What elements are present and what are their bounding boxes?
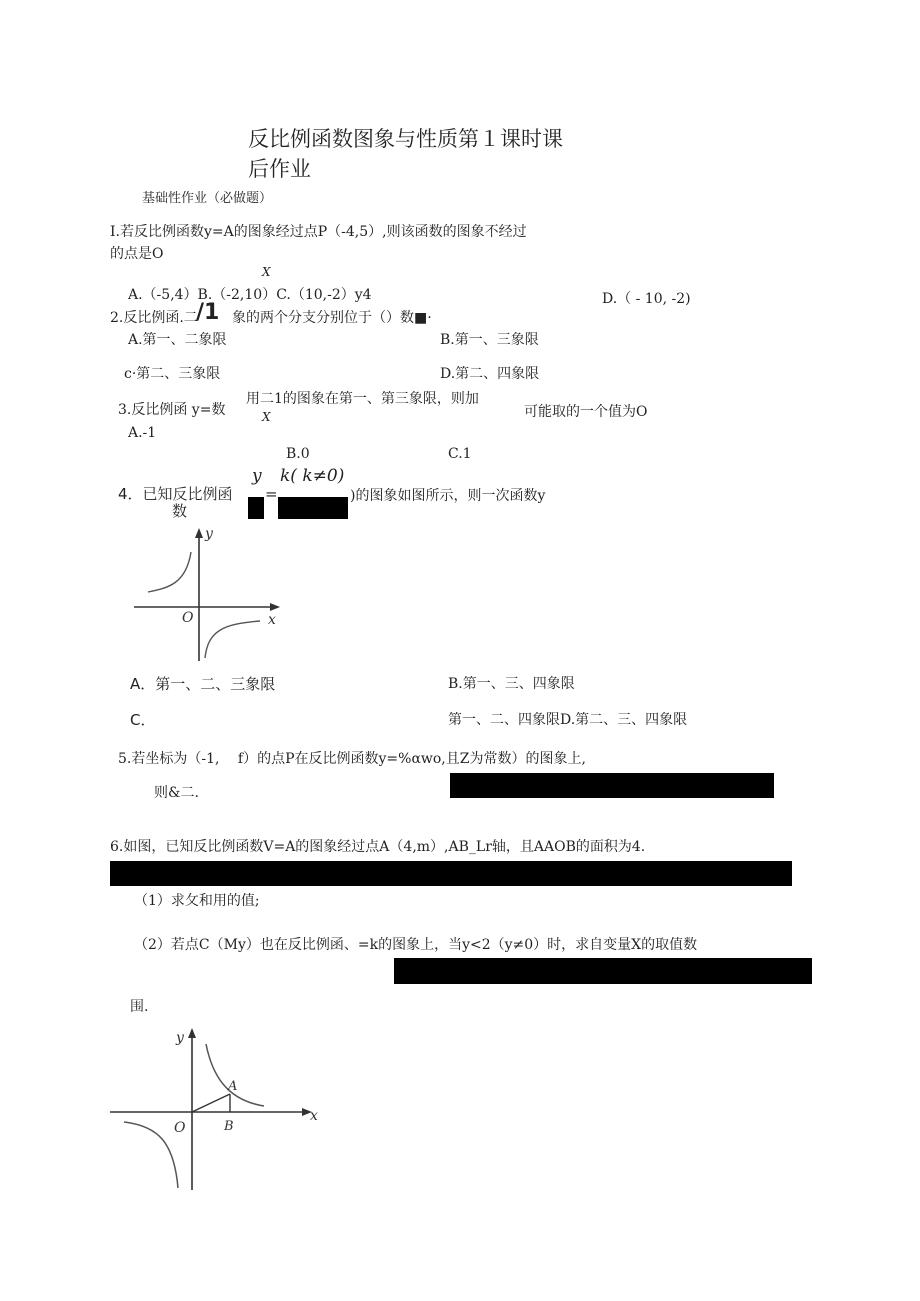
- graph-y-label: y: [205, 526, 213, 542]
- hyperbola-branch-1st-quadrant: [206, 1044, 264, 1106]
- x-axis-arrow-icon: [270, 603, 280, 611]
- q4-option-c-d: 第一、二、四象限D.第二、三、四象限: [448, 712, 688, 728]
- q2-stem-big: /1: [196, 300, 220, 325]
- q6-part2: （2）若点C（My）也在反比例函、=k的图象上，当y<2（y≠0）时，求自变量X的取值数: [134, 937, 698, 953]
- point-a-label: A: [228, 1079, 238, 1094]
- segment-oa: [192, 1094, 230, 1112]
- q3-stem-c: 可能取的一个值为O: [524, 404, 648, 420]
- q1-stem-line2: 的点是O: [110, 246, 164, 262]
- point-b-label: B: [224, 1119, 234, 1134]
- q3-option-a: A.-1: [128, 425, 157, 441]
- q4-option-a: A．第一、二、三象限: [130, 675, 276, 693]
- q4-fraction-y: y: [252, 466, 262, 486]
- q4-fraction-equals: =: [265, 485, 278, 503]
- graph-origin-label: O: [182, 610, 194, 626]
- q1-stem-line1: I.若反比例函数y=A的图象经过点P（-4,5）,则该函数的图象不经过: [110, 224, 527, 240]
- q6-stem: 6.如图，已知反比例函数V=A的图象经过点A（4,m）,AB_Lr轴，且AAOB的面积为4.: [110, 839, 646, 855]
- redaction-block: [248, 497, 264, 519]
- redaction-block: [110, 861, 792, 886]
- redaction-block: [450, 773, 774, 798]
- hyperbola-branch-2nd-quadrant: [148, 552, 191, 592]
- hyperbola-branch-3rd-quadrant: [124, 1122, 178, 1188]
- q4-stem-b: )的图象如图所示，则一次函数y: [350, 488, 546, 504]
- q3-option-c: C.1: [448, 446, 472, 462]
- q4-stem-a: 4．已知反比例函: [118, 485, 233, 503]
- q2-option-c: c·第二、三象限: [124, 366, 221, 382]
- q2-stem-a: 2.反比例函.二: [110, 310, 198, 326]
- q3-stem-a: 3.反比例函 y=数: [118, 402, 226, 418]
- q4-stem-a2: 数: [172, 502, 188, 520]
- y-axis-arrow-icon: [195, 528, 203, 538]
- q4-fraction-k: k( k≠0): [280, 466, 345, 486]
- graph-x-label: x: [268, 612, 276, 628]
- doc-title-line2: 后作业: [248, 157, 311, 181]
- q3-stem-b: 用二1的图象在第一、第三象限，则加: [246, 391, 479, 407]
- q6-part1: （1）求攵和用的值;: [134, 893, 260, 909]
- q2-option-a: A.第一、二象限: [128, 332, 227, 348]
- q1-x-mark: X: [262, 265, 271, 279]
- q2-option-d: D.第二、四象限: [440, 366, 540, 382]
- q4-option-c: C．: [130, 711, 156, 729]
- q1-options-abc: A.（-5,4）B.（-2,10）C.（10,-2）y4: [128, 287, 372, 303]
- graph-x-label: x: [310, 1108, 318, 1124]
- redaction-block: [278, 497, 348, 519]
- q2-stem-b: 象的两个分支分别位于（）数■·: [232, 310, 432, 326]
- q4-option-b: B.第一、三、四象限: [448, 676, 575, 692]
- q4-hyperbola-graph: [128, 520, 288, 665]
- graph-y-label: y: [176, 1030, 184, 1046]
- doc-title-line1: 反比例函数图象与性质第１课时课: [248, 127, 563, 151]
- y-axis-arrow-icon: [188, 1028, 196, 1038]
- q6-hyperbola-graph: [108, 1022, 328, 1192]
- hyperbola-branch-4th-quadrant: [205, 621, 260, 658]
- q5-stem-line2: 则&二.: [154, 785, 199, 801]
- q5-stem-line1: 5.若坐标为（-1, f）的点P在反比例函数y=%αwo,且Z为常数）的图象上,: [118, 751, 586, 767]
- redaction-block: [394, 958, 812, 984]
- q3-option-b: B.0: [286, 446, 310, 462]
- q3-x-mark: X: [262, 410, 271, 424]
- graph-origin-label: O: [174, 1120, 186, 1136]
- q1-option-d: D.（ - 10, -2): [602, 291, 691, 307]
- section-heading: 基础性作业（必做题）: [142, 191, 273, 206]
- q6-part2-end: 围.: [130, 999, 149, 1015]
- q2-option-b: B.第一、三象限: [440, 332, 539, 348]
